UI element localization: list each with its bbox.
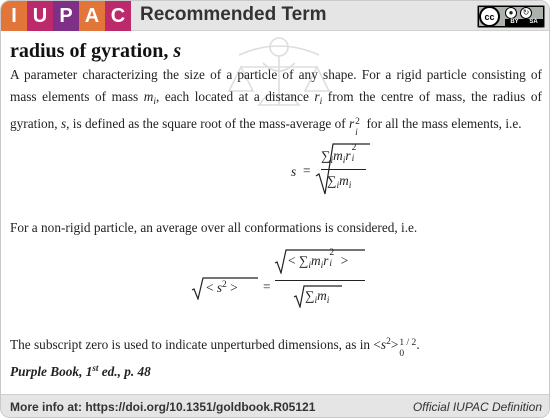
- definition-text: , is defined as the square root of the mass-average of: [66, 116, 349, 131]
- sum-sign: ∑: [327, 173, 337, 188]
- citation-page: ed., p. 48: [98, 364, 151, 379]
- symbol-m: m: [339, 173, 349, 188]
- sub-sup-stack: [351, 143, 360, 164]
- subscript-i: i: [319, 97, 323, 107]
- subscript-i: i: [351, 154, 355, 164]
- subscript-i: i: [320, 261, 324, 271]
- license-sa-label: SA: [529, 19, 538, 25]
- symbol-m: m: [317, 288, 327, 303]
- symbol-m: m: [143, 89, 154, 104]
- doi-link[interactable]: More info at: https://doi.org/10.1351/goldbook.R05121: [10, 400, 316, 414]
- eq1-fraction-bar: [321, 169, 366, 170]
- angle-open: <: [206, 280, 214, 295]
- term-name: radius of gyration,: [10, 40, 169, 62]
- symbol-s: s: [216, 280, 223, 295]
- symbol-s: s: [380, 337, 387, 352]
- logo-letter-i: I: [1, 1, 27, 31]
- subscript-i: i: [348, 181, 352, 191]
- equation-nonrigid-average: [191, 248, 371, 312]
- nonrigid-paragraph: For a non-rigid particle, an average over all conformations is considered, i.e.: [10, 220, 418, 235]
- footer-bar: [1, 394, 550, 418]
- note-text: .: [416, 337, 420, 352]
- eq1-equals: =: [303, 163, 311, 178]
- iupac-logo: [1, 1, 131, 31]
- equation-radius-of-gyration: [291, 142, 371, 198]
- citation-ordinal: st: [92, 363, 99, 373]
- subscript-i: i: [330, 156, 334, 166]
- cc-icon: cc: [479, 6, 500, 27]
- sub-sup-stack: [354, 117, 363, 138]
- eq2-lhs: [206, 280, 238, 296]
- eq2-denominator: [305, 288, 329, 306]
- logo-letter-c: C: [105, 1, 131, 31]
- subscript-i: i: [342, 156, 346, 166]
- eq1-numerator: [321, 143, 360, 166]
- sub-sup-stack: [398, 338, 417, 359]
- subscript-i: i: [314, 296, 318, 306]
- source-citation: [10, 363, 151, 380]
- subscript-zero: 0: [399, 349, 405, 359]
- angle-close: >: [230, 280, 238, 295]
- angle-close: >: [340, 253, 349, 268]
- subscript-i: i: [326, 296, 330, 306]
- definition-text: A parameter characterizing the size of a particle of any shape. For a rigid particle consisting of mass elements of mass: [10, 67, 542, 104]
- definition-text: from the centre of mass, the radius of gyration,: [10, 89, 542, 131]
- symbol-m: m: [333, 148, 343, 163]
- sub-sup-stack: [328, 248, 337, 269]
- superscript-2: 2: [386, 337, 391, 347]
- symbol-r: r: [345, 148, 351, 163]
- logo-letter-p: P: [53, 1, 79, 31]
- symbol-r: r: [323, 253, 329, 268]
- header-title: Recommended Term: [140, 4, 327, 25]
- superscript-2: 2: [351, 143, 357, 153]
- symbol-s: s: [60, 116, 67, 131]
- subscript-i: i: [308, 261, 311, 271]
- cc-license-badge[interactable]: [477, 5, 545, 28]
- symbol-m: m: [310, 253, 321, 268]
- superscript-2: 2: [355, 117, 360, 127]
- angle-open: <: [288, 253, 296, 268]
- eq2-equals: =: [263, 279, 271, 294]
- symbol-r: r: [348, 116, 355, 131]
- logo-letter-u: U: [27, 1, 53, 31]
- sum-sign: ∑: [321, 148, 331, 163]
- eq1-denominator: [327, 173, 351, 191]
- eq2-numerator: [288, 248, 349, 271]
- note-text: The subscript zero is used to indicate unperturbed dimensions, as in <: [10, 337, 381, 352]
- logo-letter-a: A: [79, 1, 105, 31]
- subscript-i: i: [355, 128, 358, 138]
- subscript-i: i: [153, 97, 156, 107]
- symbol-r: r: [314, 89, 320, 104]
- definition-text: for all the mass elements, i.e.: [363, 116, 522, 131]
- header-bar: [1, 1, 550, 31]
- definition-paragraph: [10, 64, 542, 138]
- attribution-icon: ●: [505, 7, 517, 19]
- subscript-i: i: [336, 181, 340, 191]
- term-symbol: s: [173, 40, 182, 62]
- citation-book: Purple Book, 1: [10, 364, 93, 379]
- superscript-2: 2: [329, 248, 335, 258]
- term-title: [10, 40, 181, 63]
- license-labels: [505, 19, 543, 26]
- note-text: >: [390, 337, 399, 352]
- eq1-lhs-symbol: s: [291, 164, 297, 179]
- official-definition-label: Official IUPAC Definition: [412, 400, 542, 414]
- sum-sign: ∑: [305, 288, 315, 303]
- definition-text: , each located at a distance: [155, 89, 315, 104]
- share-alike-icon: ↻: [520, 7, 532, 19]
- superscript-half: 1 / 2: [399, 338, 417, 348]
- subscript-i: i: [329, 259, 333, 269]
- license-by-label: BY: [510, 19, 519, 25]
- eq2-fraction-bar: [275, 280, 365, 281]
- license-icons: [505, 7, 532, 19]
- superscript-2: 2: [222, 280, 227, 290]
- sum-sign: ∑: [298, 253, 309, 268]
- subscript-note-paragraph: [10, 331, 420, 359]
